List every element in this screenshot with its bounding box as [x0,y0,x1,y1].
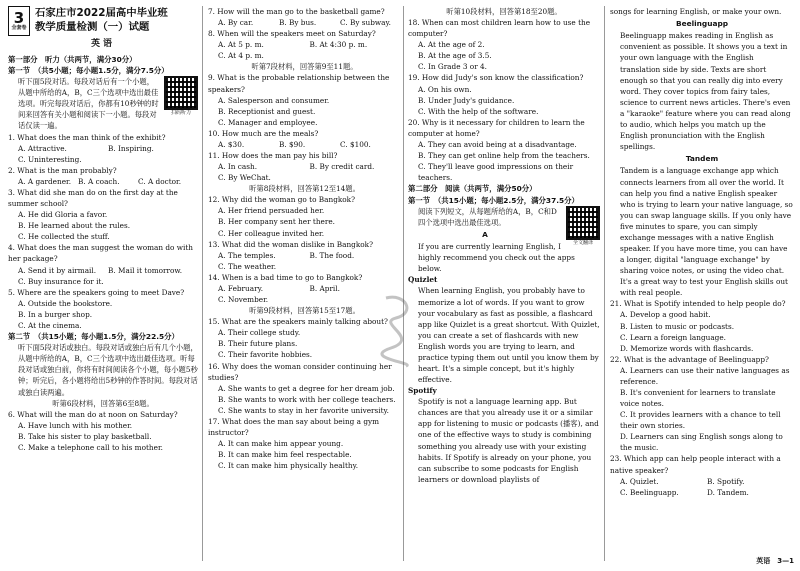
qr-label: 扫码听力 [170,110,191,117]
option[interactable]: C. With the help of the software. [418,106,539,116]
option[interactable]: B. She wants to work with her college teachers. [218,394,396,404]
question-16 [208,361,401,416]
option[interactable]: D. Tandem. [707,487,749,497]
qr-code-icon [566,206,600,240]
badge-subtitle: 全套卷 [11,24,27,31]
tandem-text: Tandem is a language exchange app which connects learners from all over the world. It can help you find a native English speaker who is trying to learn your native language, so you can swap language skills. If you only have five minutes to spare, you can simply exchange messages with a native English speaker. If you have more time, you can have a longer, digital "language exchange" by sharing voice notes, or using the video chat. It's a great way to test your English skills out with real people. [620,166,793,298]
option[interactable]: C. November. [218,295,269,305]
part2-section1-heading: 第一节 （共15小题；每小题2.5分，满分37.5分） [408,195,579,205]
option[interactable]: C. They'll leave good impressions on their teachers. [418,162,574,183]
listening-qr[interactable] [164,76,198,118]
exam-header [8,6,198,36]
option[interactable]: A. By car. [218,18,254,28]
column-divider [202,6,203,561]
option[interactable]: B. A coach. [78,176,120,186]
question-stem: 6. What will the man do at noon on Saturday? [8,409,178,419]
option[interactable]: A. Her friend persuaded her. [218,206,325,216]
column-divider [403,6,404,561]
option[interactable]: C. A doctor. [138,176,182,186]
listening-material-10: 听第10段材料，回答第18至20题。 [446,7,562,16]
option[interactable]: B. In a burger shop. [18,309,93,319]
option[interactable]: A. Outside the bookstore. [18,298,113,308]
option[interactable]: B. Under Judy's guidance. [418,95,515,105]
option[interactable]: A. Salesperson and consumer. [218,95,330,105]
option[interactable]: A. Learners can use their native languages as reference. [620,365,790,386]
column-2 [208,6,401,561]
question-stem: 9. What is the probable relationship between the speakers? [208,73,390,94]
question-9 [208,72,401,127]
option[interactable]: C. She wants to stay in her favorite university. [218,405,389,415]
question-20 [408,117,600,183]
listening-material-8: 听第8段材料，回答第12至14题。 [249,184,360,194]
part2-instructions: 阅读下列短文，从每题所给的A，B，C和D四个选项中选出最佳选项。 [418,206,557,227]
option[interactable]: A. On his own. [418,84,472,94]
option[interactable]: C. In Grade 3 or 4. [418,62,487,72]
question-stem: 2. What is the man probably? [8,165,117,175]
column-divider [604,6,605,561]
translation-qr[interactable] [566,206,600,248]
option[interactable]: B. They can get online help from the teachers. [418,151,590,161]
volume-badge [8,6,30,36]
option[interactable]: B. $90. [279,139,306,149]
option[interactable]: B. Inspiring. [108,143,154,153]
option[interactable]: D. Memorize words with flashcards. [620,343,754,353]
option[interactable]: A. A gardener. [18,176,72,186]
section1-heading: 第一节 （共5小题；每小题1.5分，满分7.5分） [8,65,169,75]
question-stem: 5. Where are the speakers going to meet Dave? [8,287,185,297]
option[interactable]: B. Mail it tomorrow. [108,265,183,275]
option[interactable]: B. He learned about the rules. [18,221,131,231]
question-stem: 12. Why did the woman go to Bangkok? [208,195,356,205]
question-7 [208,6,401,28]
option[interactable]: A. Their college study. [218,328,301,338]
option[interactable]: A. The temples. [218,250,276,260]
option[interactable]: A. Send it by airmail. [18,265,97,275]
option[interactable]: C. It can make him physically healthy. [218,461,359,471]
question-17 [208,416,401,471]
question-14 [208,272,401,305]
option[interactable]: A. They can avoid being at a disadvantage. [418,139,577,149]
option[interactable]: C. Buy insurance for it. [18,276,104,286]
option[interactable]: A. Attractive. [18,143,67,153]
question-stem: 16. Why does the woman consider continuing her studies? [208,361,392,382]
option[interactable]: C. At 4 p. m. [218,51,264,61]
option[interactable]: D. Learners can sing English songs along to the music. [620,432,783,453]
column-1 [8,6,198,561]
option[interactable]: C. He collected the stuff. [18,232,110,242]
question-stem: 7. How will the man go to the basketball game? [208,7,385,16]
exam-title-line1: 石家庄市2022届高中毕业班 [35,7,168,19]
option[interactable]: A. Quizlet. [620,476,659,486]
question-stem: 10. How much are the meals? [208,128,319,138]
tandem-title: Tandem [685,154,719,164]
option[interactable]: C. $100. [340,139,371,149]
option[interactable]: B. Spotify. [707,476,745,486]
question-stem: 20. Why is it necessary for children to learn the computer at home? [408,117,585,138]
subject-title: 英语 [90,39,115,49]
question-21 [610,298,794,353]
question-19 [408,72,600,116]
beelinguapp-text: Beelinguapp makes reading in English as convenient as possible. It shows you a text in your own language with the English translation side by side. Texts are short enough so that you can really dig into every word. They cover topics from fairy tales, science to current news articles. There's even a "karaoke" feature where you can read along to audio, which helps you match up the English pronunciation with the English spellings. [620,31,791,152]
option[interactable]: A. $30. [218,139,245,149]
question-stem: 8. When will the speakers meet on Saturday? [208,29,376,39]
option[interactable]: C. Beelinguapp. [620,487,679,497]
section2-heading: 第二节 （共15小题；每小题1.5分，满分22.5分） [8,331,179,341]
qr-code-icon [164,76,198,110]
beelinguapp-title: Beelinguapp [675,19,729,29]
option[interactable]: B. Take his sister to play basketball. [18,431,152,441]
option[interactable]: C. Make a telephone call to his mother. [18,442,163,452]
question-15 [208,316,401,360]
option[interactable]: B. Her company sent her there. [218,217,335,227]
question-stem: 15. What are the speakers mainly talking about? [208,317,388,327]
option[interactable]: B. By bus. [279,18,317,28]
page-footer: 英语 3—1 [756,557,794,566]
part1-heading: 第一部分 听力（共两节，满分30分） [8,54,137,64]
spotify-text: Spotify is not a language learning app. But chances are that you already use it or a similar app for listening to music or podcasts (播客), and one of the effective ways to study is combining something you already use with your existing habits. If Spotify is already on your phone, you can subscribe to some podcasts for English learners or download playlists of [418,397,599,484]
option[interactable]: C. Uninteresting. [18,154,82,164]
question-12 [208,194,401,238]
question-stem: 1. What does the man think of the exhibit? [8,132,166,142]
listening-material-9: 听第9段材料，回答第15至17题。 [249,306,360,316]
badge-number: 3 [13,8,25,27]
question-18 [408,17,600,72]
option[interactable]: A. At 5 p. m. [218,40,264,50]
question-4 [8,242,198,286]
option[interactable]: B. April. [309,283,340,293]
question-5 [8,287,198,331]
option[interactable]: C. Their favorite hobbies. [218,350,313,360]
question-3 [8,187,198,242]
option[interactable]: A. He did Gloria a favor. [18,210,108,220]
passage-letter: A [482,229,488,239]
question-stem: 3. What did she man do on the first day at the summer school? [8,187,178,209]
question-22 [610,354,794,454]
question-stem: 13. What did the woman dislike in Bangkok? [208,239,373,249]
option[interactable]: C. Learn a foreign language. [620,332,726,342]
option[interactable]: B. Listen to music or podcasts. [620,321,735,331]
quizlet-text: When learning English, you probably have to memorize a lot of words. If you want to grow your vocabulary as fast as possible, a flashcard app like Quizlet is a great shortcut. With Quizlet, you can create a set of flashcards with new English words you are trying to learn, and practice typing them out until you know them by heart. It's a simple concept, but it's highly effective. [418,286,600,385]
question-8 [208,28,401,61]
question-stem: 19. How did Judy's son know the classification? [408,73,584,83]
question-stem: 17. What does the man say about being a gym instructor? [208,416,380,437]
option[interactable]: C. It provides learners with a chance to tell their own stories. [620,410,781,431]
qr-label: 全文翻译 [572,239,593,246]
option[interactable]: B. Receptionist and guest. [218,106,316,116]
question-13 [208,239,401,272]
part2-heading: 第二部分 阅读（共两节，满分50分） [408,184,537,194]
section1-instructions: 听下面5段对话。每段对话后有一个小题，从题中所给的A，B，C三个选项中选出最佳选项。听完每段对话后，你都有10秒钟的时间来回答有关小题和阅读下一小题。每段对话仅读一遍。 [18,77,159,131]
question-10 [208,128,401,150]
question-stem: 11. How does the man pay his bill? [208,151,338,161]
option[interactable]: C. Her colleague invited her. [218,228,325,238]
option[interactable]: B. The food. [309,250,355,260]
question-6 [8,409,198,453]
option[interactable]: C. At the cinema. [18,320,82,330]
spotify-text-continued: songs for learning English, or make your own. [610,7,782,16]
option[interactable]: C. By subway. [340,18,391,28]
option[interactable]: A. Have lunch with his mother. [18,420,133,430]
option[interactable]: C. Manager and employee. [218,117,318,127]
option[interactable]: C. The weather. [218,261,277,271]
option[interactable]: C. By WeChat. [218,173,271,183]
passage-intro: If you are currently learning English, I highly recommend you check out the apps below. [418,242,575,274]
option[interactable]: A. It can make him appear young. [218,439,344,449]
question-stem: 23. Which app can help people interact with a native speaker? [610,454,781,475]
question-11 [208,150,401,183]
quizlet-title: Quizlet [408,275,438,285]
question-stem: 18. When can most children learn how to use the computer? [408,18,591,39]
question-stem: 22. What is the advantage of Beelinguapp? [610,354,769,364]
question-stem: 14. When is a bad time to go to Bangkok? [208,272,363,282]
spotify-title: Spotify [408,386,437,396]
option[interactable]: B. By credit card. [309,162,375,172]
option[interactable]: A. At the age of 2. [418,40,485,50]
question-2 [8,165,198,187]
option[interactable]: A. She wants to get a degree for her dream job. [218,383,395,393]
option[interactable]: B. At 4:30 p. m. [309,40,368,50]
section2-instructions: 听下面5段对话或独白。每段对话或独白后有几个小题，从题中所给的A，B，C三个选项中选出最佳选项。听每段对话或独白前，你将有时间阅读各个小题，每小题5秒钟；听完后，各小题将给出5秒钟的作答时间。每段对话或独白读两遍。 [18,343,198,397]
question-stem: 4. What does the man suggest the woman do with her package? [8,243,193,264]
column-4 [610,6,794,561]
exam-title-line2: 教学质量检测（一）试题 [35,21,150,34]
option[interactable]: B. At the age of 3.5. [418,51,492,61]
option[interactable]: A. Develop a good habit. [620,310,711,320]
option[interactable]: A. In cash. [218,162,258,172]
question-stem: 21. What is Spotify intended to help people do? [610,299,786,309]
column-3 [408,6,600,561]
listening-material-6: 听第6段材料，回答第6至8题。 [52,398,154,408]
option[interactable]: A. February. [218,283,264,293]
listening-material-7: 听第7段材料，回答第9至11题。 [251,62,358,72]
question-1 [8,132,198,165]
option[interactable]: B. It's convenient for learners to translate voice notes. [620,388,776,409]
question-23 [610,453,794,497]
option[interactable]: B. Their future plans. [218,339,298,349]
option[interactable]: B. It can make him feel respectable. [218,450,352,460]
